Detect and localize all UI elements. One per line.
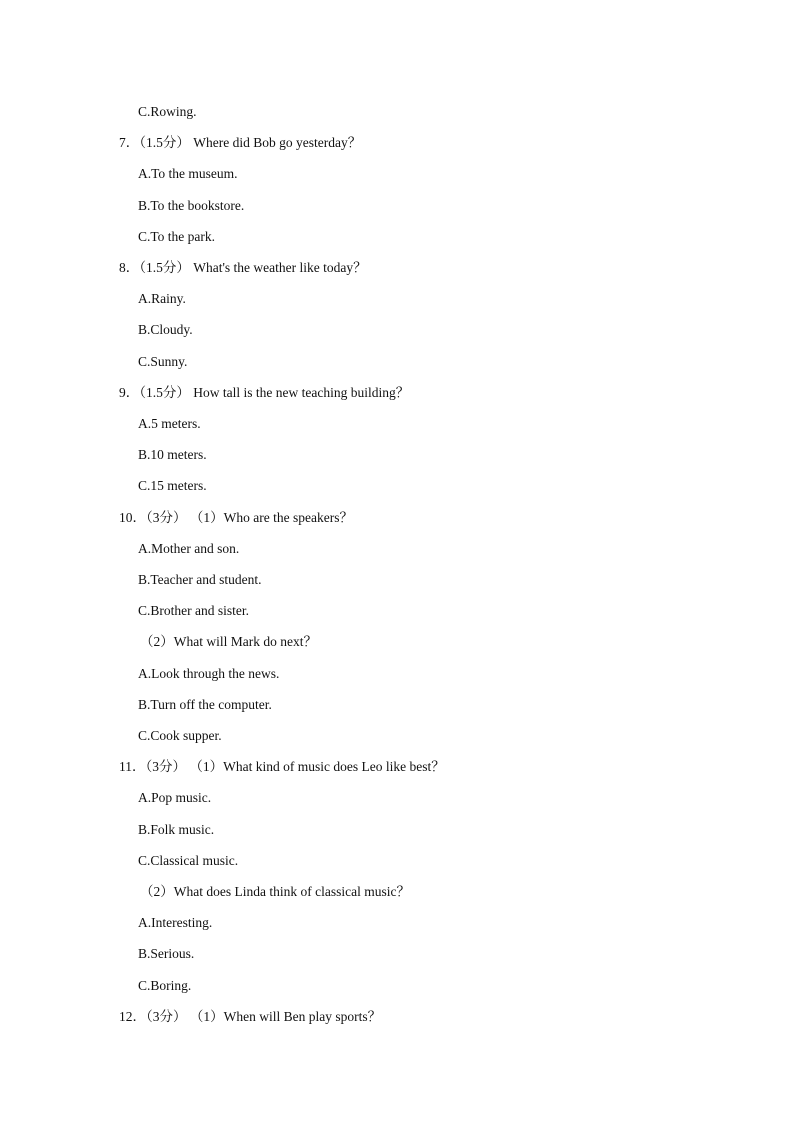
option-line: C.Rowing.: [138, 104, 197, 119]
option-line: A.Mother and son.: [138, 541, 240, 556]
option-line: B.To the bookstore.: [138, 198, 245, 213]
question-line: 9．（1.5分） How tall is the new teaching building？: [119, 385, 410, 400]
option-line: C.Classical music.: [138, 853, 239, 868]
question-line: 7．（1.5分） Where did Bob go yesterday？: [119, 135, 362, 150]
option-line: C.To the park.: [138, 229, 216, 244]
option-line: B.Teacher and student.: [138, 572, 262, 587]
question-line: 12．（3分） （1）When will Ben play sports？: [119, 1009, 382, 1024]
option-line: C.Cook supper.: [138, 728, 222, 743]
option-line: A.Rainy.: [138, 291, 186, 306]
option-line: A.To the museum.: [138, 166, 238, 181]
option-line: A.Pop music.: [138, 790, 212, 805]
option-line: C.Brother and sister.: [138, 603, 249, 618]
question-line: 8．（1.5分） What's the weather like today？: [119, 260, 367, 275]
option-line: B.Cloudy.: [138, 322, 193, 337]
option-line: A.5 meters.: [138, 416, 201, 431]
question-line: 11．（3分） （1）What kind of music does Leo like best？: [119, 759, 445, 774]
option-line: B.Folk music.: [138, 822, 215, 837]
option-line: C.15 meters.: [138, 478, 207, 493]
option-line: C.Boring.: [138, 978, 192, 993]
option-line: B.Serious.: [138, 946, 195, 961]
sub-question-line: （2）What does Linda think of classical music？: [140, 884, 410, 899]
option-line: B.10 meters.: [138, 447, 207, 462]
sub-question-line: （2）What will Mark do next？: [140, 634, 317, 649]
option-line: C.Sunny.: [138, 354, 188, 369]
question-line: 10．（3分） （1）Who are the speakers？: [119, 510, 353, 525]
option-line: B.Turn off the computer.: [138, 697, 272, 712]
option-line: A.Interesting.: [138, 915, 213, 930]
option-line: A.Look through the news.: [138, 666, 280, 681]
